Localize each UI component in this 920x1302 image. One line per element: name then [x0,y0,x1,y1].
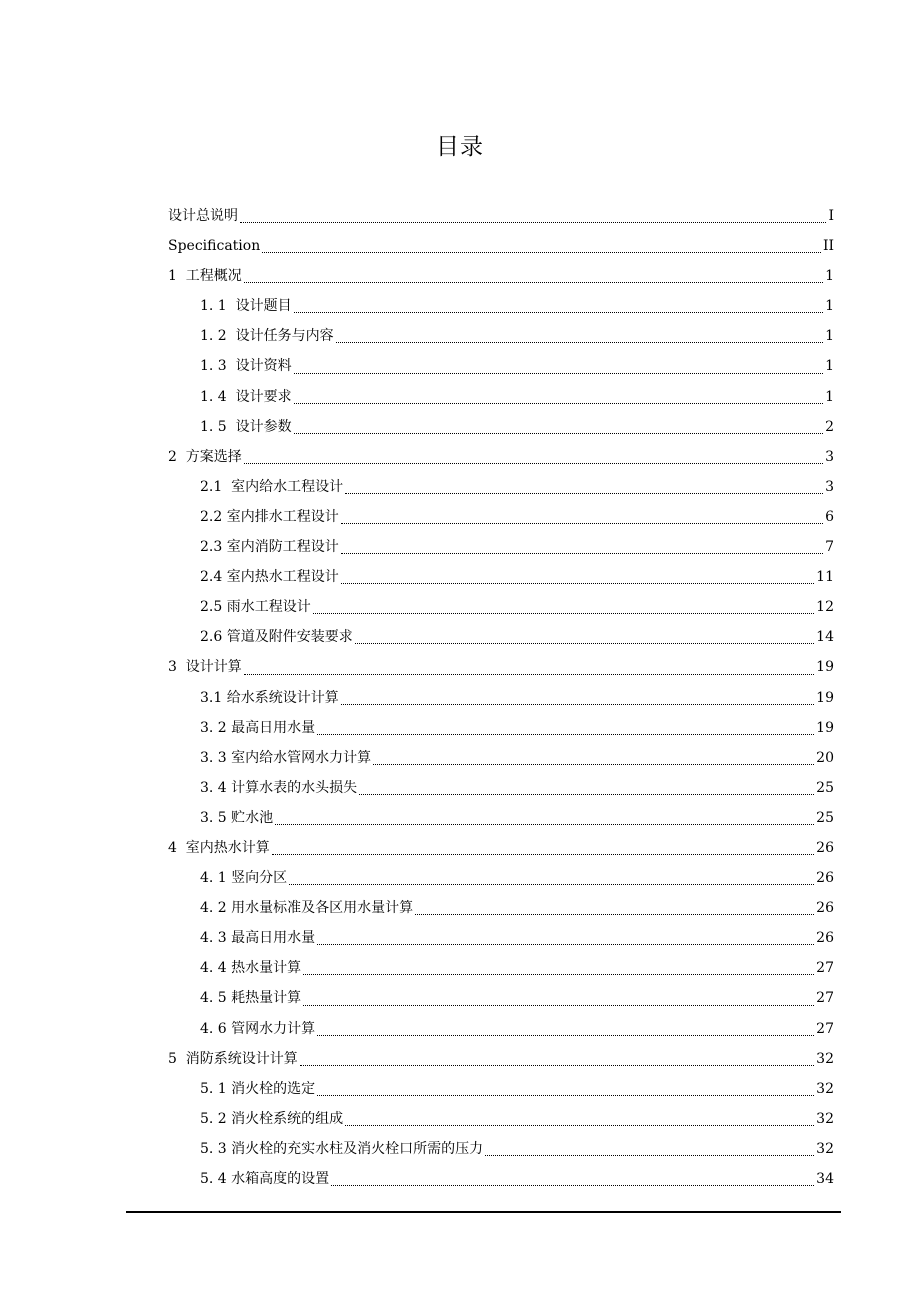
toc-entry-page-number: 1 [825,328,834,345]
toc-entry-label: 4. 3 最高日用水量 [200,930,316,947]
toc-entry-page-number: 1 [825,358,834,375]
toc-dot-leader [244,281,823,283]
toc-entry-page-number: 19 [816,689,834,706]
toc-entry-label: 1. 4 设计要求 [200,388,292,405]
toc-entry[interactable] [168,442,834,472]
toc-entry[interactable] [168,382,834,412]
toc-entry[interactable] [168,321,834,351]
toc-entry-page-number: I [828,208,834,224]
toc-entry[interactable] [168,1104,834,1134]
toc-dot-leader [355,642,814,644]
toc-entry[interactable] [168,1134,834,1164]
toc-dot-leader [345,1124,814,1126]
toc-entry[interactable] [168,412,834,442]
toc-entry[interactable] [168,351,834,381]
toc-dot-leader [303,973,814,975]
toc-dot-leader [294,311,823,313]
toc-entry-label: 4. 5 耗热量计算 [200,990,302,1007]
toc-dot-leader [345,492,823,494]
toc-entry-label: 3. 5 贮水池 [200,809,274,826]
toc-entry-label: 2.6 管道及附件安装要求 [200,629,353,646]
toc-entry-label: 4 室内热水计算 [168,839,270,856]
toc-entry-label: 4. 6 管网水力计算 [200,1020,316,1037]
toc-dot-leader [289,883,814,885]
toc-entry[interactable] [168,231,834,261]
toc-dot-leader [294,372,823,374]
toc-entry-page-number: 19 [816,659,834,676]
toc-entry[interactable] [168,893,834,923]
toc-entry-label: 3. 2 最高日用水量 [200,719,316,736]
toc-dot-leader [303,1004,814,1006]
toc-entry-label: 3. 3 室内给水管网水力计算 [200,749,372,766]
toc-entry-page-number: 32 [816,1140,834,1157]
toc-entry-page-number: 1 [825,388,834,405]
toc-entry-label: 5. 3 消火栓的充实水柱及消火栓口所需的压力 [200,1140,484,1157]
toc-dot-leader [262,251,821,253]
toc-entry[interactable] [168,863,834,893]
toc-dot-leader [336,341,823,343]
toc-entry-label: 2 方案选择 [168,448,242,465]
toc-dot-leader [317,1034,814,1036]
toc-entry[interactable] [168,472,834,502]
toc-entry[interactable] [168,1014,834,1044]
toc-entry[interactable] [168,953,834,983]
toc-entry[interactable] [168,562,834,592]
toc-entry[interactable] [168,1074,834,1104]
toc-dot-leader [341,703,814,705]
toc-entry-page-number: 1 [825,268,834,285]
toc-dot-leader [313,612,814,614]
toc-entry-label: 3. 4 计算水表的水头损失 [200,779,358,796]
toc-dot-leader [275,823,814,825]
toc-entry-page-number: 6 [825,508,834,525]
toc-entry[interactable] [168,652,834,682]
toc-entry[interactable] [168,773,834,803]
toc-entry-page-number: 25 [816,809,834,826]
toc-entry-page-number: 26 [816,930,834,947]
toc-entry-label: 3 设计计算 [168,659,242,676]
toc-dot-leader [272,853,814,855]
toc-entry-page-number: 26 [816,900,834,917]
toc-entry-label: 4. 2 用水量标准及各区用水量计算 [200,900,414,917]
toc-dot-leader [373,763,814,765]
toc-entry[interactable] [168,201,834,231]
toc-dot-leader [244,673,814,675]
toc-dot-leader [359,793,814,795]
toc-entry-page-number: 32 [816,1110,834,1127]
toc-entry[interactable] [168,713,834,743]
toc-entry-page-number: 26 [816,870,834,887]
table-of-contents [168,201,834,1194]
toc-entry[interactable] [168,833,834,863]
toc-entry[interactable] [168,261,834,291]
toc-entry-page-number: 1 [825,298,834,315]
toc-entry-page-number: 14 [816,629,834,646]
toc-entry-page-number: 27 [816,990,834,1007]
toc-entry-page-number: 34 [816,1171,834,1187]
toc-dot-leader [415,913,814,915]
toc-dot-leader [341,522,823,524]
toc-dot-leader [300,1064,814,1066]
toc-entry[interactable] [168,803,834,833]
toc-dot-leader [331,1184,814,1186]
toc-entry-page-number: 12 [816,599,834,616]
toc-entry-page-number: 26 [816,839,834,856]
toc-entry-label: 1. 2 设计任务与内容 [200,328,334,345]
toc-entry-label: 3.1 给水系统设计计算 [200,689,339,706]
toc-entry-page-number: 19 [816,719,834,736]
toc-entry-label: Specification [168,238,261,255]
toc-entry-page-number: 3 [825,478,834,495]
toc-entry-page-number: 27 [816,1020,834,1037]
toc-entry-label: 设计总说明 [168,208,238,224]
toc-entry-label: 2.1 室内给水工程设计 [200,478,344,495]
toc-dot-leader [240,221,826,223]
toc-entry-label: 1. 5 设计参数 [200,418,292,435]
toc-entry-label: 2.2 室内排水工程设计 [200,508,339,525]
toc-dot-leader [294,402,823,404]
toc-entry-page-number: 3 [825,448,834,465]
toc-entry-label: 1. 3 设计资料 [200,358,292,375]
toc-entry-page-number: 27 [816,960,834,977]
toc-dot-leader [317,733,814,735]
toc-dot-leader [244,462,823,464]
toc-entry[interactable] [168,502,834,532]
toc-dot-leader [294,432,823,434]
toc-entry[interactable] [168,683,834,713]
toc-entry-label: 2.5 雨水工程设计 [200,599,311,616]
toc-entry-label: 1. 1 设计题目 [200,298,292,315]
toc-entry[interactable] [168,291,834,321]
toc-entry[interactable] [168,622,834,652]
toc-entry-page-number: 32 [816,1080,834,1097]
toc-entry-label: 4. 1 竖向分区 [200,870,288,887]
toc-entry[interactable] [168,743,834,773]
toc-entry-page-number: 32 [816,1050,834,1067]
toc-entry[interactable] [168,592,834,622]
toc-dot-leader [485,1154,814,1156]
toc-entry[interactable] [168,923,834,953]
toc-entry[interactable] [168,1044,834,1074]
toc-dot-leader [317,943,814,945]
toc-entry-page-number: 7 [825,539,834,556]
toc-dot-leader [317,1094,814,1096]
toc-entry-page-number: 20 [816,749,834,766]
toc-entry-label: 5. 2 消火栓系统的组成 [200,1110,344,1127]
toc-entry-label: 2.3 室内消防工程设计 [200,539,339,556]
toc-dot-leader [341,582,814,584]
toc-entry[interactable] [168,1164,834,1194]
toc-entry-label: 5. 4 水箱高度的设置 [200,1171,330,1187]
toc-entry-label: 5. 1 消火栓的选定 [200,1080,316,1097]
page-title: 目录 [436,134,484,160]
toc-entry[interactable] [168,532,834,562]
toc-entry[interactable] [168,983,834,1013]
toc-dot-leader [341,552,823,554]
toc-entry-label: 5 消防系统设计计算 [168,1050,298,1067]
toc-entry-page-number: 2 [825,418,834,435]
toc-entry-label: 1 工程概况 [168,268,242,285]
footer-rule [126,1211,841,1213]
toc-entry-label: 4. 4 热水量计算 [200,960,302,977]
toc-entry-page-number: 11 [816,569,834,586]
toc-entry-page-number: II [822,238,834,255]
toc-entry-label: 2.4 室内热水工程设计 [200,569,339,586]
toc-entry-page-number: 25 [816,779,834,796]
